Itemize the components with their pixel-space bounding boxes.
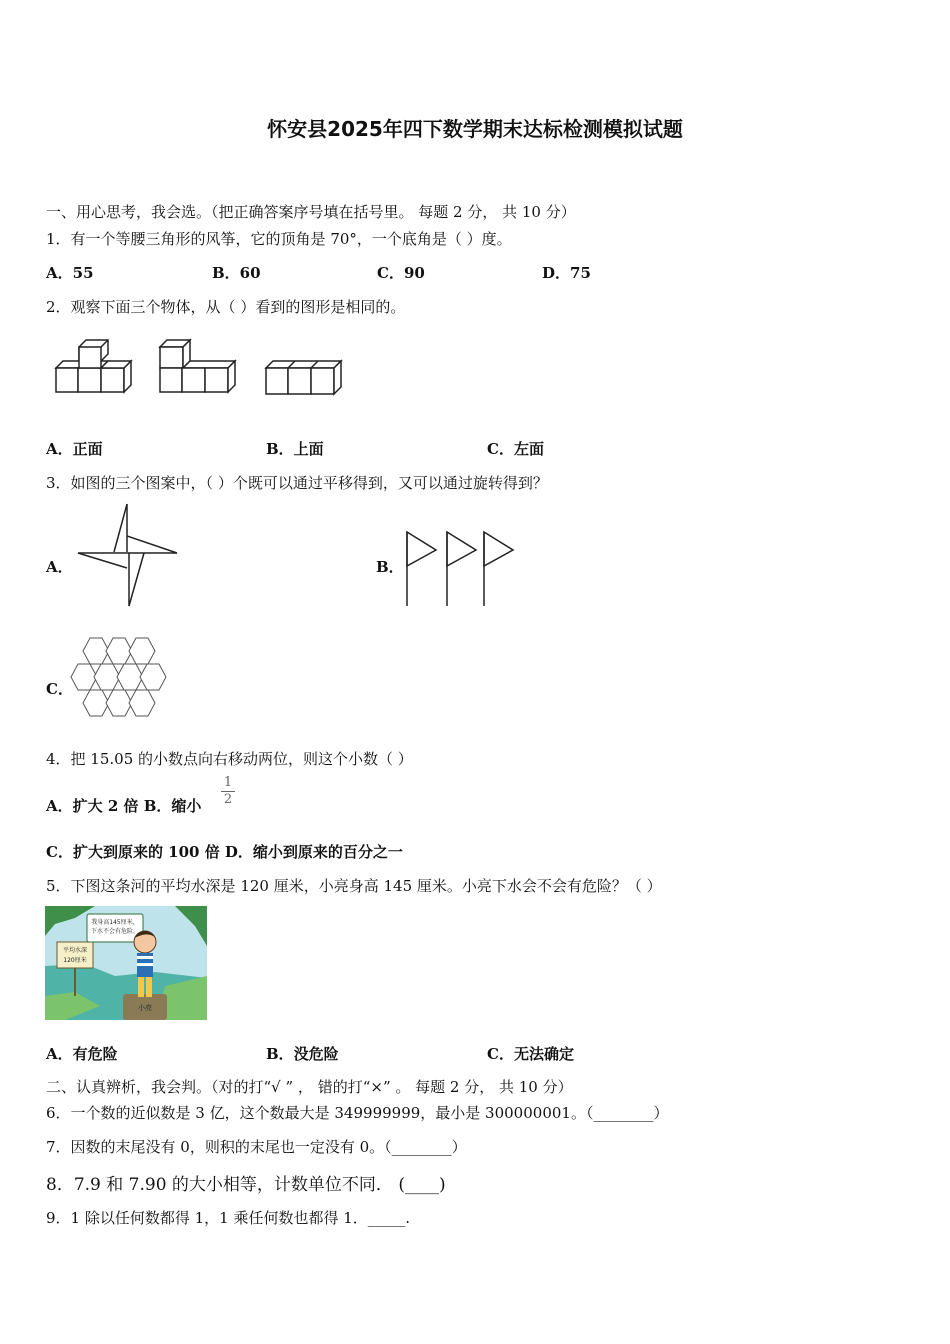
q7-text: 7．因数的末尾没有 0，则积的末尾也一定没有 0。（________） (46, 1138, 467, 1156)
river-illustration (45, 906, 207, 1020)
page-title: 怀安县2025年四下数学期末达标检测模拟试题 (267, 117, 683, 141)
q8-text: 8．7.9 和 7.90 的大小相等，计数单位不同． (____) (46, 1175, 446, 1195)
q1-stem: 1．有一个等腰三角形的风筝，它的顶角是 70°，一个底角是（ ）度。 (46, 230, 512, 248)
hexagon-figure (72, 632, 168, 728)
cube-figure-3 (262, 358, 342, 398)
q3-option-a[interactable]: A． (46, 558, 73, 576)
q5-stem: 5．下图这条河的平均水深是 120 厘米，小亮身高 145 厘米。小亮下水会不会有危险？（ ） (46, 877, 662, 895)
sign-line2: 120厘米 (63, 957, 87, 964)
q1-option-d[interactable]: D．75 (542, 264, 591, 282)
q1-option-c[interactable]: C．90 (377, 264, 425, 282)
q5-option-b[interactable]: B．没危险 (266, 1045, 339, 1063)
q2-option-a[interactable]: A．正面 (46, 440, 103, 458)
cube-figure-2 (156, 338, 236, 398)
q4-stem: 4．把 15.05 的小数点向右移动两位，则这个小数（ ） (46, 750, 413, 768)
cube-figure-1 (52, 338, 132, 398)
section2-heading: 二、认真辨析，我会判。（对的打“√ ” ， 错的打“×” 。 每题 2 分， 共 10 分） (46, 1078, 573, 1096)
character-name: 小亮 (138, 1004, 152, 1012)
q2-stem: 2．观察下面三个物体，从（ ）看到的图形是相同的。 (46, 298, 406, 316)
q5-option-a[interactable]: A．有危险 (46, 1045, 118, 1063)
q3-option-b[interactable]: B． (376, 558, 404, 576)
q1-option-a[interactable]: A．55 (46, 264, 94, 282)
q2-option-b[interactable]: B．上面 (266, 440, 324, 458)
fraction-denominator: 2 (223, 792, 233, 807)
section1-heading: 一、用心思考，我会选。（把正确答案序号填在括号里。 每题 2 分， 共 10 分） (46, 203, 576, 221)
speech-bubble-line2: 下水不会有危险。 (90, 928, 140, 935)
q2-option-c[interactable]: C．左面 (487, 440, 544, 458)
q4-options-cd[interactable]: C．扩大到原来的 100 倍 D．缩小到原来的百分之一 (46, 843, 403, 861)
pinwheel-figure (74, 502, 184, 610)
q3-stem: 3．如图的三个图案中，（ ）个既可以通过平移得到，又可以通过旋转得到？ (46, 474, 548, 492)
one-half-fraction (221, 776, 235, 807)
q3-option-c[interactable]: C． (46, 680, 73, 698)
speech-bubble-line1: 我身高145厘米， (91, 919, 139, 926)
fraction-numerator: 1 (223, 775, 233, 790)
q6-text: 6．一个数的近似数是 3 亿，这个数最大是 349999999，最小是 300000001。（________） (46, 1104, 669, 1122)
q1-option-b[interactable]: B．60 (212, 264, 261, 282)
q4-options-ab[interactable]: A．扩大 2 倍 B．缩小 (46, 797, 202, 815)
q9-text: 9．1 除以任何数都得 1，1 乘任何数也都得 1．_____. (46, 1209, 411, 1227)
sign-line1: 平均水深 (62, 947, 88, 954)
q5-option-c[interactable]: C．无法确定 (487, 1045, 574, 1063)
flags-figure (402, 528, 520, 610)
